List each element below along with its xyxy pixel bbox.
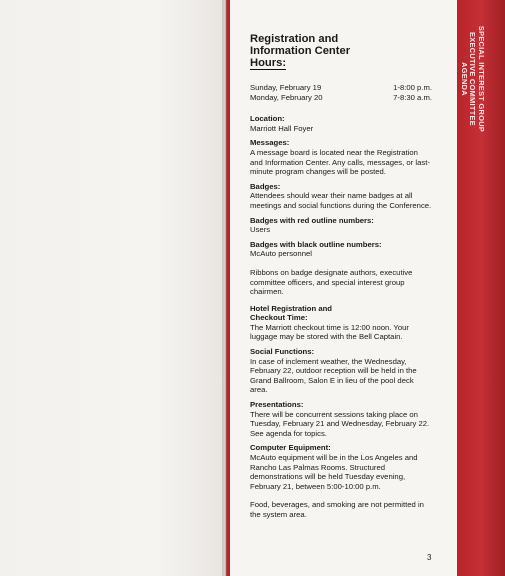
- hours-time: 7-8:30 a.m.: [393, 92, 432, 102]
- section-location: [250, 114, 432, 133]
- section-social-functions: [250, 347, 432, 395]
- side-tab-text: [460, 4, 486, 154]
- section-heading: Presentations:: [250, 400, 304, 410]
- title-line: Information Center: [250, 45, 351, 57]
- section-body: Attendees should wear their name badges at all meetings and social functions during the Conference.: [250, 191, 432, 210]
- section-heading: Hotel Registration and: [250, 303, 333, 313]
- section-body: Users: [250, 225, 271, 235]
- section-body: Marriott Hall Foyer: [250, 123, 314, 133]
- section-computer-equipment: [250, 443, 432, 491]
- side-tab-line: AGENDA: [460, 62, 469, 96]
- section-heading: Badges:: [250, 181, 281, 191]
- ribbons-note: Ribbons on badge designate authors, executive committee officers, and special interest group chairmen.: [250, 267, 413, 297]
- page-title: [250, 33, 432, 71]
- hours-day: Sunday, February 19: [250, 83, 322, 92]
- section-heading: Messages:: [250, 138, 290, 148]
- section-heading: Badges with red outline numbers:: [250, 215, 374, 225]
- hours-row: [250, 83, 432, 93]
- side-tab-line: SPECIAL INTEREST GROUP: [477, 25, 486, 133]
- section-hotel-checkout: [250, 304, 432, 342]
- section-red-badges: [250, 216, 432, 235]
- hours-list: [250, 83, 432, 102]
- hours-day: Monday, February 20: [250, 92, 323, 102]
- section-badges: [250, 182, 432, 211]
- section-messages: [250, 138, 432, 176]
- hours-row: [250, 93, 432, 103]
- left-blank-page: [0, 0, 222, 576]
- food-note: Food, beverages, and smoking are not permitted in the system area.: [250, 500, 424, 519]
- hours-time: 1-8:00 p.m.: [393, 83, 432, 92]
- section-black-badges: [250, 240, 432, 259]
- page-number: 3: [427, 553, 432, 562]
- section-presentations: [250, 400, 432, 438]
- section-heading: Badges with black outline numbers:: [250, 239, 382, 249]
- page-content: [250, 33, 432, 525]
- section-body: McAuto equipment will be in the Los Angeles and Rancho Las Palmas Rooms. Structured demonstrations will be held Tuesday evening, February 21, between 5:00-10:00 p.m.: [250, 453, 418, 491]
- section-body: McAuto personnel: [250, 249, 312, 259]
- section-body: In case of inclement weather, the Wednesday, February 22, outdoor reception will be held in the Grand Ballroom, Salon E in lieu of the pool deck area.: [250, 356, 417, 395]
- section-body: The Marriott checkout time is 12:00 noon. Your luggage may be stored with the Bell Captain.: [250, 322, 409, 342]
- section-heading: Location:: [250, 114, 285, 124]
- section-heading: Computer Equipment:: [250, 443, 331, 453]
- title-line: Registration and: [250, 33, 339, 45]
- section-body: A message board is located near the Registration and Information Center. Any calls, messages, or last-minute program changes will be posted.: [250, 147, 430, 177]
- section-heading: Checkout Time:: [250, 313, 308, 323]
- section-body: There will be concurrent sessions taking place on Tuesday, February 21 and Wednesday, February 22. See agenda for topics.: [250, 409, 430, 438]
- title-line: Hours:: [250, 57, 287, 69]
- section-heading: Social Functions:: [250, 347, 315, 357]
- side-tab-line: EXECUTIVE COMMITTEE: [468, 32, 478, 126]
